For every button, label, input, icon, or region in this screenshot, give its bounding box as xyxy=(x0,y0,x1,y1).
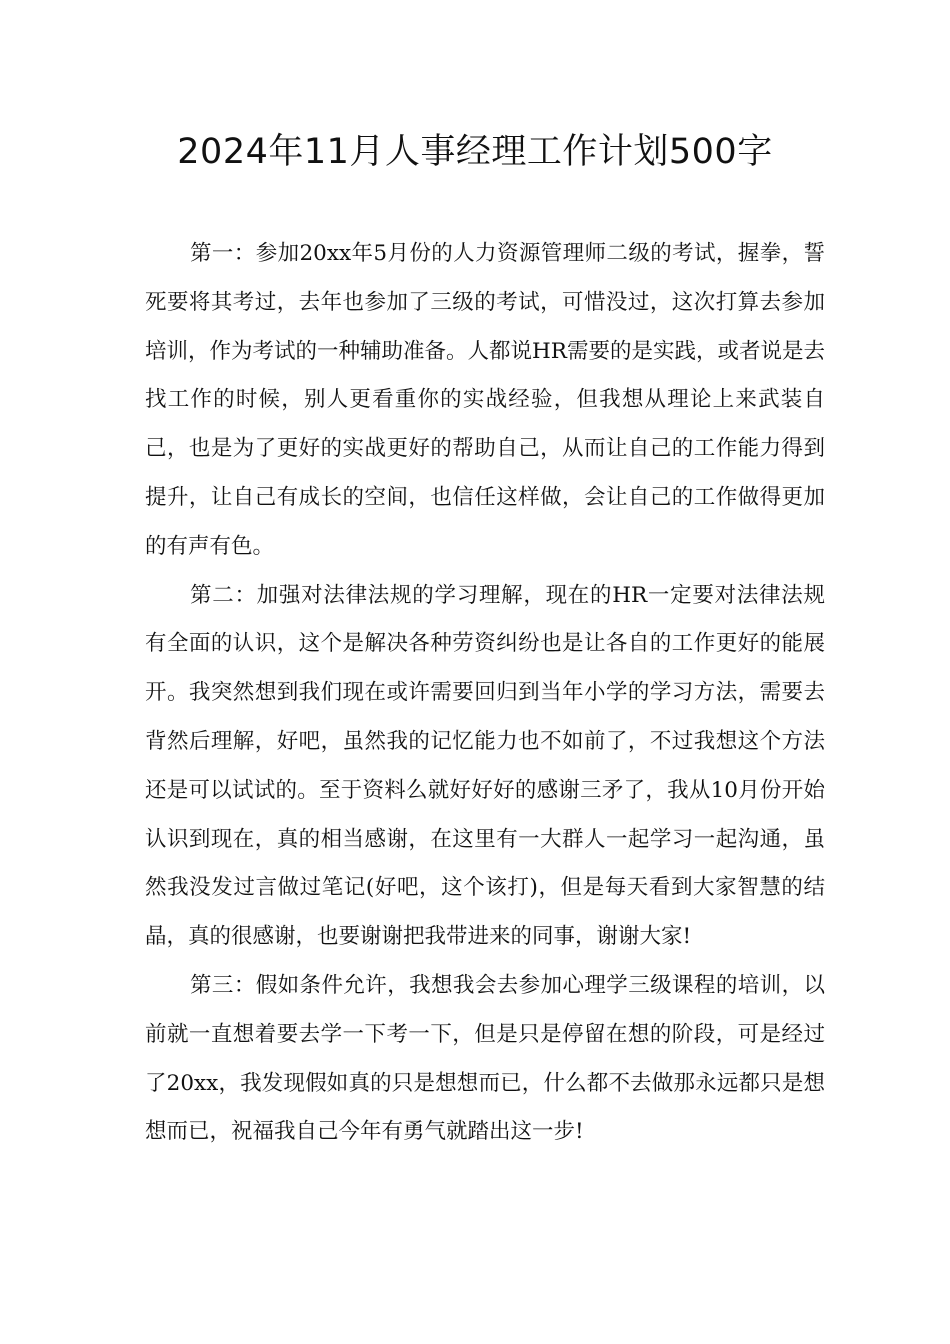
paragraph-1: 第一：参加20xx年5月份的人力资源管理师二级的考试，握拳，誓死要将其考过，去年也参加了三级的考试，可惜没过，这次打算去参加培训，作为考试的一种辅助准备。人都说HR需要的是实践，或者说是去找工作的时候，别人更看重你的实战经验，但我想从理论上来武装自己，也是为了更好的实战更好的帮助自己，从而让自己的工作能力得到提升，让自己有成长的空间，也信任这样做，会让自己的工作做得更加的有声有色。 xyxy=(145,241,825,559)
document-title: 2024年11月人事经理工作计划500字 xyxy=(177,132,773,172)
paragraph-3: 第三：假如条件允许，我想我会去参加心理学三级课程的培训，以前就一直想着要去学一下考一下，但是只是停留在想的阶段，可是经过了20xx，我发现假如真的只是想想而已，什么都不去做那永远都只是想想而已，祝福我自己今年有勇气就踏出这一步! xyxy=(145,972,825,1145)
paragraph-2: 第二：加强对法律法规的学习理解，现在的HR一定要对法律法规有全面的认识，这个是解决各种劳资纠纷也是让各自的工作更好的能展开。我突然想到我们现在或许需要回归到当年小学的学习方法，需要去背然后理解，好吧，虽然我的记忆能力也不如前了，不过我想这个方法还是可以试试的。至于资料么就好好好的感谢三矛了，我从10月份开始认识到现在，真的相当感谢，在这里有一大群人一起学习一起沟通，虽然我没发过言做过笔记(好吧，这个该打)，但是每天看到大家智慧的结晶，真的很感谢，也要谢谢把我带进来的同事，谢谢大家! xyxy=(145,582,825,950)
document-body xyxy=(145,230,825,1157)
